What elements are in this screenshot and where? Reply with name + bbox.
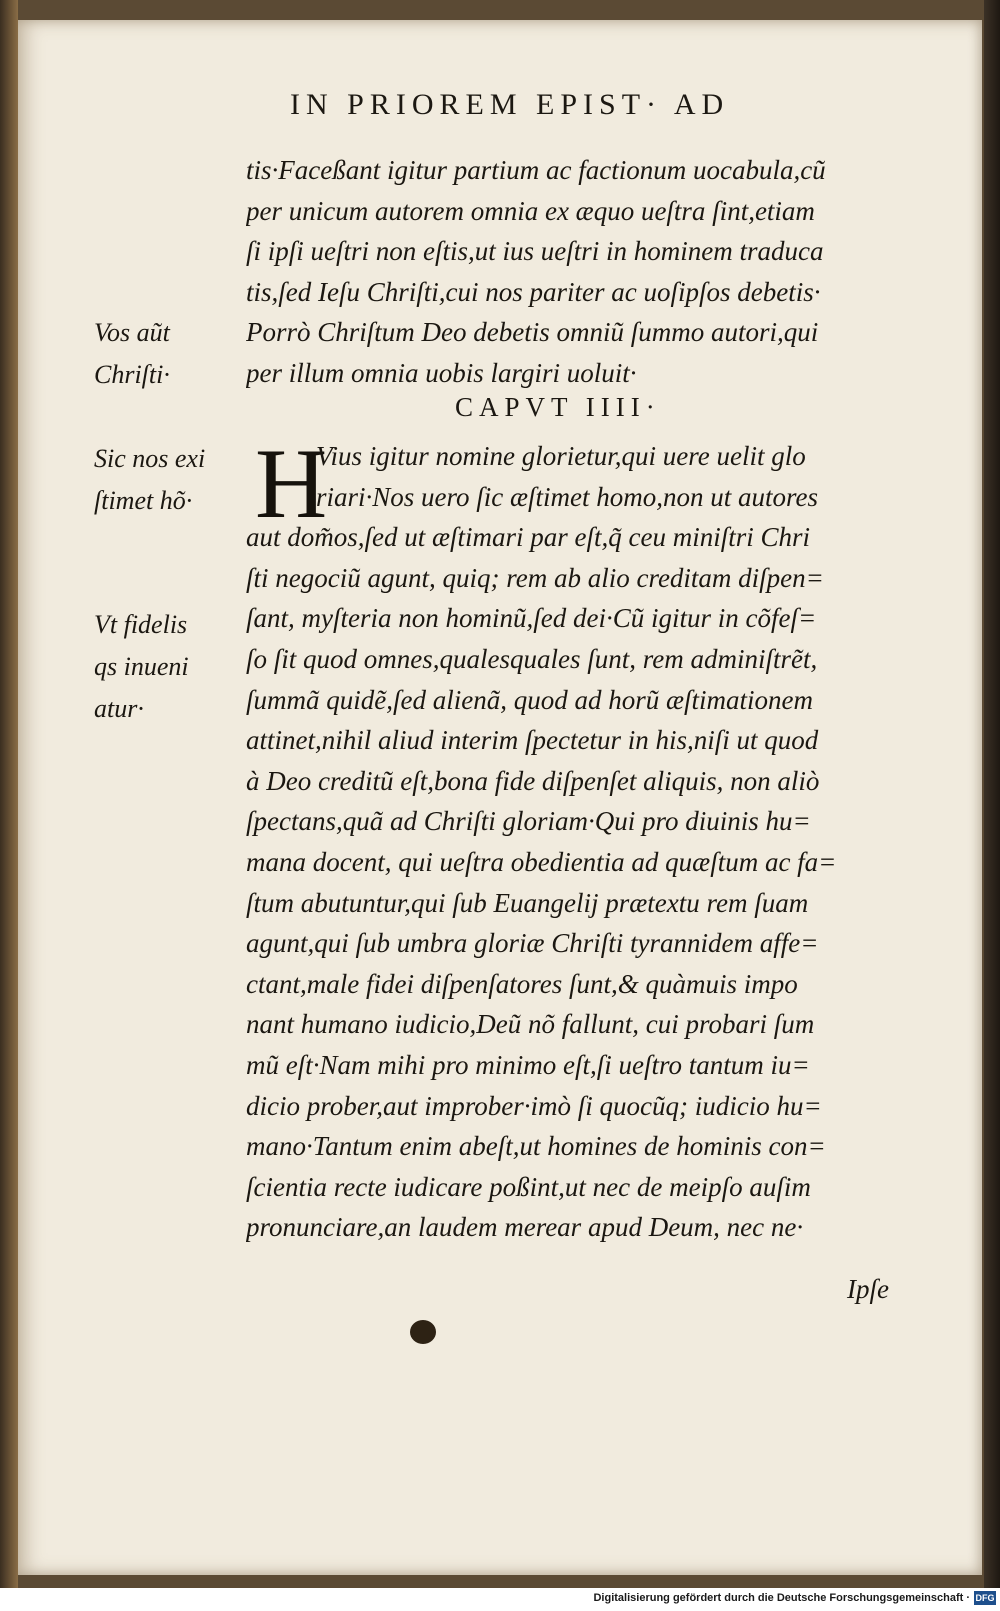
ink-blot: [410, 1320, 436, 1344]
text-line: ctant,male fidei diſpenſatores ſunt,& quàmuis impo: [246, 968, 798, 999]
margin-note: [94, 312, 254, 396]
margin-note: [94, 438, 254, 522]
text-line: mũ eſt·Nam mihi pro minimo eſt,ſi ueſtro tantum iu=: [246, 1049, 810, 1080]
text-line: ſti negociũ agunt, quiq; rem ab alio creditam diſpen=: [246, 562, 824, 593]
chapter-heading: CAPVT IIII·: [455, 392, 661, 422]
text-line: ſummã quidẽ,ſed alienã, quod ad horũ æſtimationem: [246, 684, 813, 715]
margin-note-line: Vos aũt: [94, 318, 170, 347]
dfg-logo: DFG: [975, 1593, 995, 1603]
text-line: ſpectans,quã ad Chriſti gloriam·Qui pro diuinis hu=: [246, 806, 811, 837]
text-line: à Deo creditũ eſt,bona fide diſpenſet aliquis, non aliò: [246, 765, 820, 796]
text-line: ſtum abutuntur,qui ſub Euangelij prætextu rem ſuam: [246, 887, 809, 918]
paragraph-2: [246, 428, 936, 1248]
text-line: per illum omnia uobis largiri uoluit·: [246, 357, 637, 388]
digitization-footer: [0, 1588, 1000, 1611]
margin-note: [94, 604, 254, 730]
text-line: mana docent, qui ueſtra obedientia ad quæſtum ac fa=: [246, 846, 837, 877]
text-line: tis·Faceßant igitur partium ac factionum uocabula,cũ: [246, 155, 826, 185]
catchword: Ipſe: [847, 1274, 889, 1304]
text-line: pronunciare,an laudem merear apud Deum, nec ne·: [246, 1212, 804, 1243]
margin-note-line: qs inueni: [94, 652, 189, 681]
text-line: ſo ſit quod omnes,qualesquales ſunt, rem adminiſtrẽt,: [246, 643, 818, 674]
paragraph-1: [246, 150, 936, 394]
text-line: riari·Nos uero ſic æſtimet homo,non ut autores: [316, 481, 819, 512]
text-line: aut dom̃os,ſed ut æſtimari par eſt,q̃ ceu miniſtri Chri: [246, 522, 811, 553]
text-line: ſant, myſteria non hominũ,ſed dei·Cũ igitur in cõfeſ=: [246, 603, 817, 634]
margin-note-line: ſtimet hõ·: [94, 486, 193, 515]
binding-edge-right: [984, 0, 1000, 1588]
text-line: per unicum autorem omnia ex æquo ueſtra ſint,etiam: [246, 195, 815, 226]
text-line: dicio prober,aut improber·imò ſi quocũq; iudicio hu=: [246, 1090, 822, 1121]
drop-cap-initial: H: [255, 428, 328, 539]
text-line: Vius igitur nomine glorietur,qui uere uelit glo: [316, 441, 806, 471]
margin-note-line: Vt fidelis: [94, 610, 188, 639]
margin-note-line: Chriſti·: [94, 360, 170, 389]
margin-note-line: Sic nos exi: [94, 444, 206, 473]
text-line: Porrò Chriſtum Deo debetis omniũ ſummo autori,qui: [246, 317, 819, 348]
binding-edge-left: [0, 0, 18, 1588]
text-line: nant humano iudicio,Deũ nõ fallunt, cui probari ſum: [246, 1009, 815, 1040]
footer-credit: Digitalisierung gefördert durch die Deutsche Forschungsgemeinschaft ·: [593, 1592, 970, 1604]
running-header: IN PRIOREM EPIST· AD: [290, 88, 730, 121]
text-line: ſcientia recte iudicare poßint,ut nec de meipſo auſim: [246, 1171, 811, 1202]
text-line: attinet,nihil aliud interim ſpectetur in his,niſi ut quod: [246, 725, 819, 756]
text-line: agunt,qui ſub umbra gloriæ Chriſti tyrannidem affe=: [246, 928, 819, 959]
margin-note-line: atur·: [94, 694, 144, 723]
text-line: ſi ipſi ueſtri non eſtis,ut ius ueſtri in hominem traduca: [246, 236, 824, 267]
text-line: mano·Tantum enim abeſt,ut homines de hominis con=: [246, 1131, 826, 1162]
text-line: tis,ſed Ieſu Chriſti,cui nos pariter ac uoſipſos debetis·: [246, 276, 821, 307]
